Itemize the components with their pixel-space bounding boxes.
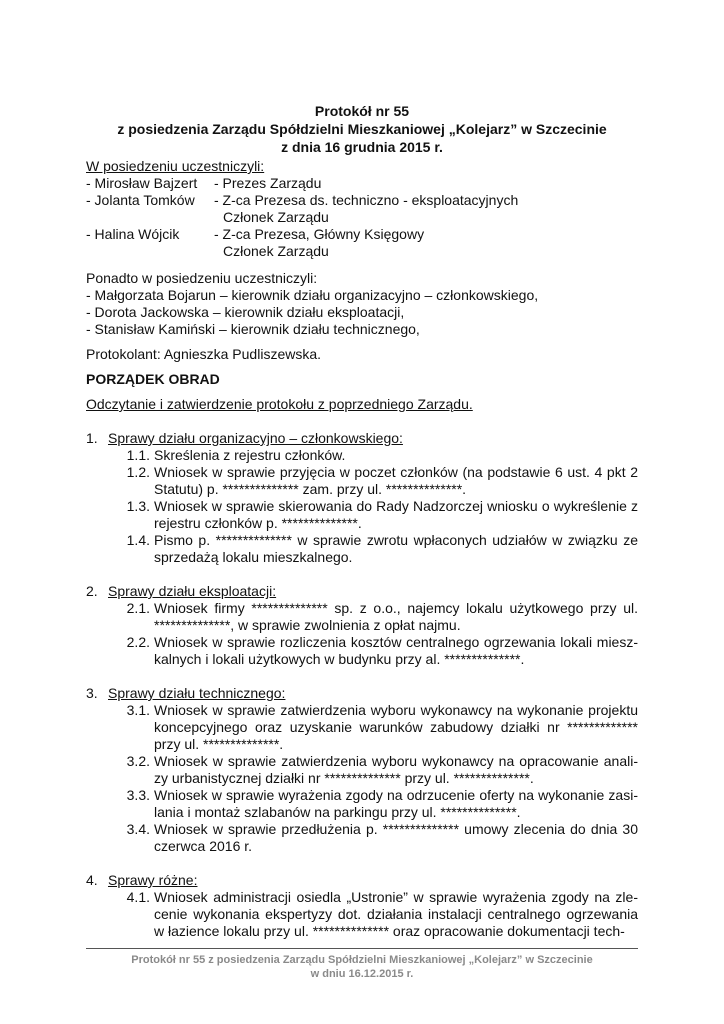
agenda-item: 3.1. Wniosek w sprawie zatwierdzenia wyboru wykonawcy na wykonanie projektu koncepcyjnego oraz uzyskanie warunków zabudowy działki nr ************* przy ul. **************. [126,702,638,752]
participant-name: - Mirosław Bajzert [86,175,198,191]
participants-table [86,175,518,260]
also-present-item: - Stanisław Kamiński – kierownik działu technicznego, [86,321,420,337]
agenda-item: 3.3. Wniosek w sprawie wyrażenia zgody na odrzucenie oferty na wykonanie zasi-lania i montaż szlabanów na parkingu przy ul. **************. [126,787,638,820]
section-title: Sprawy różne: [108,872,198,888]
section-number: 3. [86,685,98,701]
participant-name: - Jolanta Tomków [86,192,195,208]
document-body [86,158,638,940]
protocol-number: Protokół nr 55 [314,103,410,119]
participant-role: - Prezes Zarządu [214,175,322,191]
participant-role: - Z-ca Prezesa, Główny Księgowy Członek Zarządu [214,226,425,259]
document-header [0,102,724,156]
also-present-item: - Dorota Jackowska – kierownik działu eksploatacji, [86,304,405,320]
meeting-date: z dnia 16 grudnia 2015 r. [281,139,443,155]
agenda-section-3 [86,685,638,855]
agenda-item: 3.2. Wniosek w sprawie zatwierdzenia wyboru wykonawcy na opracowanie anali-zy urbanistycznej działki nr ************** przy ul. **************. [126,753,638,786]
section-number: 4. [86,872,98,888]
agenda-item: 1.3. Wniosek w sprawie skierowania do Rady Nadzorczej wniosku o wykreślenie z rejestru członków p. **************. [126,498,638,531]
section-number: 2. [86,583,98,599]
agenda-item: 1.2. Wniosek w sprawie przyjęcia w poczet członków (na podstawie 6 ust. 4 pkt 2 Statutu) p. ************** zam. przy ul. **************. [126,464,638,497]
section-number: 1. [86,430,98,446]
agenda-item: 1.1. Skreślenia z rejestru członków. [126,447,346,463]
also-present-heading: Ponadto w posiedzeniu uczestniczyli: [86,270,318,286]
participant-row [86,192,518,226]
footer-title: Protokół nr 55 z posiedzenia Zarządu Spółdzielni Mieszkaniowej „Kolejarz” w Szczecinie [131,954,593,966]
agenda-section-1 [86,430,638,566]
section-title: Sprawy działu eksploatacji: [108,583,277,599]
agenda-item: 4.1. Wniosek administracji osiedla „Ustronie” w sprawie wyrażenia zgody na zle-cenie wykonania ekspertyzy dot. działania instalacji centralnego ogrzewania w łazience lokalu przy ul. ************** oraz opracowanie dokumentacji tech- [126,889,638,939]
footer-divider [86,948,638,949]
participant-role: - Z-ca Prezesa ds. techniczno - eksploatacyjnych Członek Zarządu [214,192,519,225]
agenda-section-4 [86,872,638,940]
participant-row [86,175,518,192]
agenda-item: 2.2. Wniosek w sprawie rozliczenia kosztów centralnego ogrzewania lokali miesz-kalnych i lokali użytkowych w budynku przy al. **************. [126,634,638,667]
agenda-item: 2.1. Wniosek firmy ************** sp. z o.o., najemcy lokalu użytkowego przy ul. **************, w sprawie zwolnienia z opłat najmu. [126,600,638,633]
agenda-item: 1.4. Pismo p. ************** w sprawie zwrotu wpłaconych udziałów w związku ze sprzedażą lokalu mieszkalnego. [126,532,638,565]
agenda-intro: Odczytanie i zatwierdzenie protokołu z poprzedniego Zarządu. [86,396,473,412]
section-title: Sprawy działu technicznego: [108,685,286,701]
footer-date: w dniu 16.12.2015 r. [310,968,414,980]
participant-name: - Halina Wójcik [86,226,180,242]
agenda-item: 3.4. Wniosek w sprawie przedłużenia p. ************** umowy zlecenia do dnia 30 czerwca 2016 r. [126,821,638,854]
page-footer [0,953,724,981]
meeting-title: z posiedzenia Zarządu Spółdzielni Mieszkaniowej „Kolejarz” w Szczecinie [117,121,607,137]
recorder-line: Protokolant: Agnieszka Pudliszewska. [86,346,322,362]
also-present-item: - Małgorzata Bojarun – kierownik działu organizacyjno – członkowskiego, [86,287,539,303]
participants-heading: W posiedzeniu uczestniczyli: [86,158,265,174]
participant-row [86,226,518,260]
agenda-section-2 [86,583,638,668]
section-title: Sprawy działu organizacyjno – członkowskiego: [108,430,403,446]
agenda-title: PORZĄDEK OBRAD [86,371,220,387]
